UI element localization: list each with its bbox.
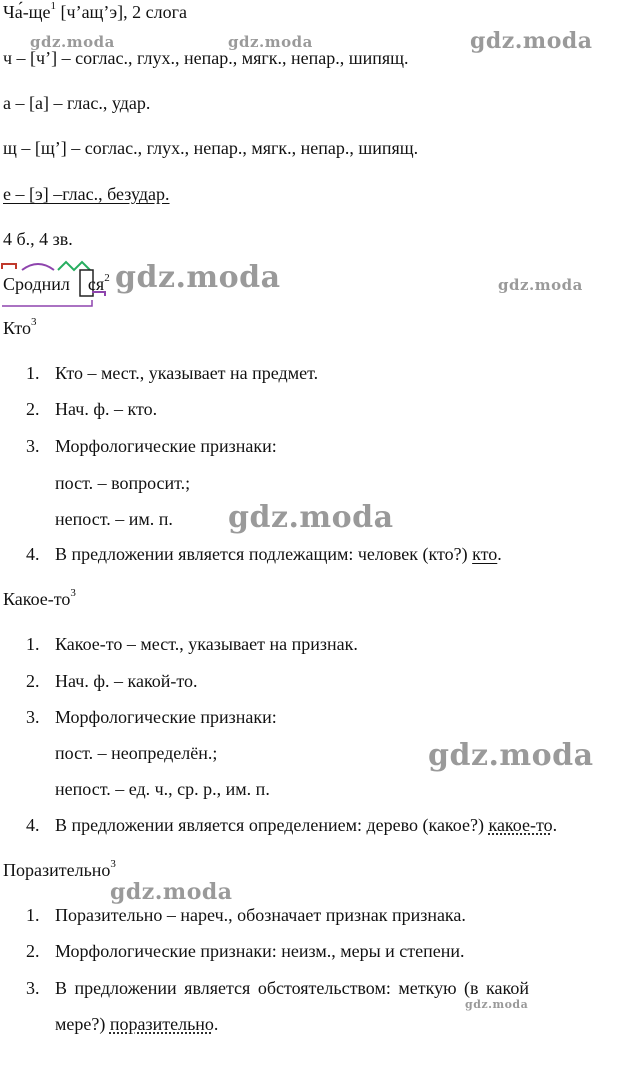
list-number: 2. bbox=[26, 671, 40, 691]
list-number: 1. bbox=[26, 634, 40, 654]
list-item: Морфологические признаки: bbox=[55, 707, 277, 727]
list-number: 4. bbox=[26, 815, 40, 835]
list-item-text: мере?) bbox=[55, 1014, 110, 1034]
list-number: 3. bbox=[26, 436, 40, 456]
list-item-text: В предложении является подлежащим: человек (кто?) bbox=[55, 544, 473, 564]
suffix-mark bbox=[58, 262, 90, 270]
watermark-logo: gdz.moda bbox=[465, 998, 529, 1011]
list-number: 2. bbox=[26, 941, 40, 961]
phonetic-line-shch: щ – [щ’] – соглас., глух., непар., мягк., непар., шипящ. bbox=[3, 138, 419, 158]
word-title-kakoe-to bbox=[3, 588, 76, 610]
list-item: Какое-то – мест., указывает на признак. bbox=[55, 634, 358, 654]
word-title-text: Кто bbox=[3, 318, 31, 338]
list-item: пост. – неопределён.; bbox=[55, 743, 218, 763]
watermark-logo: gdz.moda bbox=[498, 276, 583, 294]
watermark-logo: gdz.moda bbox=[110, 879, 233, 905]
phonetic-word-line bbox=[3, 1, 187, 23]
phonetic-transcription: [ч’ащ’э], 2 слога bbox=[56, 2, 187, 22]
list-item: В предложении является обстоятельством: меткую (в какой bbox=[55, 978, 529, 998]
watermark-logo: gdz.moda bbox=[30, 33, 115, 51]
phonetic-line-e: е – [э] –глас., безудар. bbox=[3, 184, 170, 204]
prefix-mark bbox=[2, 264, 16, 269]
list-item-end: . bbox=[497, 544, 502, 564]
word-title-sup: 3 bbox=[30, 316, 37, 328]
list-number: 4. bbox=[26, 544, 40, 564]
list-item: непост. – ед. ч., ср. р., им. п. bbox=[55, 779, 270, 799]
phonetic-line-ch: ч – [ч’] – соглас., глух., непар., мягк., непар., шипящ. bbox=[3, 48, 409, 68]
list-number: 3. bbox=[26, 978, 40, 998]
phonetic-word: Ча́-ще bbox=[3, 2, 51, 22]
list-item: Морфологические признаки: bbox=[55, 436, 277, 456]
task-number-sup: 1 bbox=[50, 0, 57, 12]
word-title-kto bbox=[3, 317, 36, 339]
watermark-logo: gdz.moda bbox=[115, 260, 281, 295]
list-item: Морфологические признаки: неизм., меры и степени. bbox=[55, 941, 465, 961]
list-item bbox=[55, 814, 557, 836]
list-item-end: . bbox=[552, 815, 558, 835]
subject-underlined-word: кто bbox=[472, 544, 498, 564]
list-item: Поразительно – нареч., обозначает признак признака. bbox=[55, 905, 466, 925]
watermark-logo: gdz.moda bbox=[228, 500, 394, 535]
attribute-underlined-word: какое-то bbox=[488, 815, 553, 835]
list-item: пост. – вопросит.; bbox=[55, 473, 191, 493]
list-number: 2. bbox=[26, 399, 40, 419]
morph-root: Сродни bbox=[3, 274, 61, 294]
list-item: непост. – им. п. bbox=[55, 509, 173, 529]
adverbial-underlined-word: поразительно bbox=[109, 1014, 214, 1034]
list-item bbox=[55, 1013, 218, 1035]
word-title-sup: 3 bbox=[110, 858, 116, 870]
list-number: 1. bbox=[26, 905, 40, 925]
watermark-logo: gdz.moda bbox=[428, 738, 594, 773]
list-number: 1. bbox=[26, 363, 40, 383]
morph-sup: 2 bbox=[104, 272, 110, 284]
list-item-text: В предложении является определением: дерево (какое?) bbox=[55, 815, 489, 835]
watermark-logo: gdz.moda bbox=[228, 33, 313, 51]
list-item: Кто – мест., указывает на предмет. bbox=[55, 363, 319, 383]
list-item bbox=[55, 543, 502, 565]
stem-line bbox=[2, 300, 92, 306]
list-item-end: . bbox=[213, 1014, 219, 1034]
word-title-sup: 3 bbox=[70, 587, 76, 599]
list-item: Нач. ф. – какой-то. bbox=[55, 671, 198, 691]
phonetic-line-a: а – [а] – глас., удар. bbox=[3, 93, 151, 113]
list-item: Нач. ф. – кто. bbox=[55, 399, 158, 419]
root-arc bbox=[22, 264, 54, 270]
word-title-text: Какое-то bbox=[3, 589, 71, 609]
morph-suffix: л bbox=[60, 274, 70, 294]
word-title-text: Поразительно bbox=[3, 860, 111, 880]
watermark-logo: gdz.moda bbox=[470, 28, 593, 54]
phonetic-summary: 4 б., 4 зв. bbox=[3, 229, 73, 249]
list-number: 3. bbox=[26, 707, 40, 727]
morphemic-word bbox=[3, 273, 110, 295]
word-title-porazitelno bbox=[3, 859, 116, 881]
morph-ending: ся bbox=[87, 274, 105, 294]
